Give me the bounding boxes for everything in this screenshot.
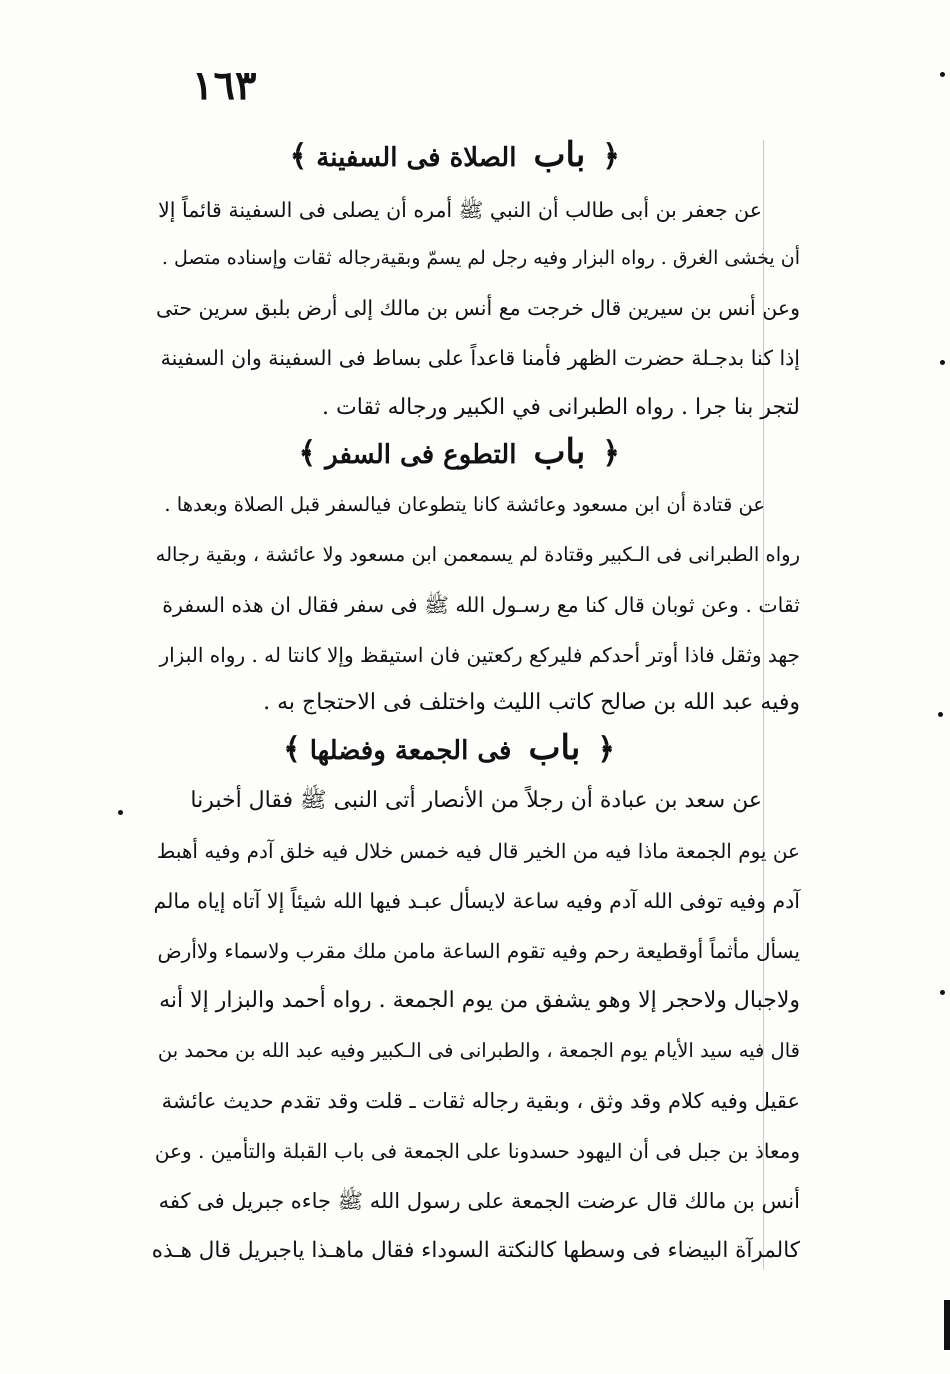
text-line: جهد وثقل فاذا أوتر أحدكم فليركع ركعتين فان استيقظ وإلا كانتا له . رواه البزار [159, 643, 800, 667]
heading-title: فى الجمعة وفضلها [309, 736, 512, 766]
section-heading-safina [290, 135, 620, 175]
text-line: عن قتادة أن ابن مسعود وعائشة كانا يتطوعان فيالسفر قبل الصلاة وبعدها . [164, 493, 765, 516]
heading-close-brace: ﴾ [283, 732, 301, 767]
heading-open-brace: ﴿ [602, 139, 620, 174]
scan-speck [118, 810, 123, 815]
heading-bab: باب [533, 135, 586, 175]
text-line: لتجر بنا جرا . رواه الطبرانى في الكبير ورجاله ثقات . [322, 395, 800, 420]
heading-title: الصلاة فى السفينة [316, 143, 517, 173]
scan-speck [940, 990, 945, 995]
text-line: عقيل وفيه كلام وقد وثق ، وبقية رجاله ثقات ـ قلت وقد تقدم حديث عائشة [161, 1089, 800, 1113]
heading-title: التطوع فى السفر [325, 440, 517, 470]
section-heading-tatawwu [299, 432, 621, 472]
page-number: ١٦٣ [192, 62, 257, 109]
text-line: قال فيه سيد الأيام يوم الجمعة ، والطبرانى فى الـكبير وفيه عبد الله بن محمد بن [157, 1039, 800, 1062]
heading-bab: باب [533, 432, 586, 472]
text-line: آدم وفيه توفى الله آدم وفيه ساعة لايسأل عبـد فيها الله شيئاً إلا آتاه إياه مالم [153, 889, 800, 913]
text-line: أن يخشى الغرق . رواه البزار وفيه رجل لم يسمّ وبقيةرجاله ثقات وإسناده متصل . [161, 247, 800, 269]
text-line: وعن أنس بن سيرين قال خرجت مع أنس بن مالك إلى أرض بلبق سرين حتى [156, 296, 800, 320]
heading-open-brace: ﴿ [602, 436, 620, 471]
section-heading-jumua [283, 728, 615, 768]
text-line: ثقات . وعن ثوبان قال كنا مع رسـول الله ﷺ فى سفر فقال ان هذه السفرة [162, 593, 800, 617]
heading-open-brace: ﴿ [597, 732, 615, 767]
scan-speck [940, 360, 945, 365]
scan-speck [940, 72, 945, 77]
edge-mark [944, 1300, 950, 1350]
text-line: ومعاذ بن جبل فى أن اليهود حسدونا على الجمعة فى باب القبلة والتأمين . وعن [154, 1139, 800, 1163]
text-line: ولاجبال ولاحجر إلا وهو يشفق من يوم الجمعة . رواه أحمد والبزار إلا أنه [159, 988, 800, 1013]
text-line: إذا كنا بدجـلة حضرت الظهر فأمنا قاعداً على بساط فى السفينة وان السفينة [160, 346, 800, 370]
text-line: وفيه عبد الله بن صالح كاتب الليث واختلف فى الاحتجاج به . [263, 690, 800, 715]
scan-speck [938, 712, 943, 717]
heading-close-brace: ﴾ [298, 436, 317, 471]
heading-close-brace: ﴾ [289, 139, 308, 174]
text-line: أنس بن مالك قال عرضت الجمعة على رسول الله ﷺ جاءه جبريل فى كفه [158, 1189, 800, 1213]
text-line: يسأل مأثماً أوقطيعة رحم وفيه تقوم الساعة مامن ملك مقرب ولاسماء ولاأرض [157, 939, 800, 963]
heading-bab: باب [528, 728, 581, 768]
text-line: عن يوم الجمعة ماذا فيه من الخير قال فيه خمس خلال فيه خلق آدم وفيه أهبط [156, 839, 800, 863]
text-line: عن جعفر بن أبى طالب أن النبي ﷺ أمره أن يصلى فى السفينة قائماً إلا [158, 198, 762, 222]
text-line: رواه الطبرانى فى الـكبير وقتادة لم يسمعمن ابن مسعود ولا عائشة ، وبقية رجاله [155, 543, 800, 566]
text-line: كالمرآة البيضاء فى وسطها كالنكتة السوداء فقال ماهـذا ياجبريل قال هـذه [151, 1238, 800, 1263]
text-line: عن سعد بن عبادة أن رجلاً من الأنصار أتى النبى ﷺ فقال أخبرنا [190, 788, 762, 813]
